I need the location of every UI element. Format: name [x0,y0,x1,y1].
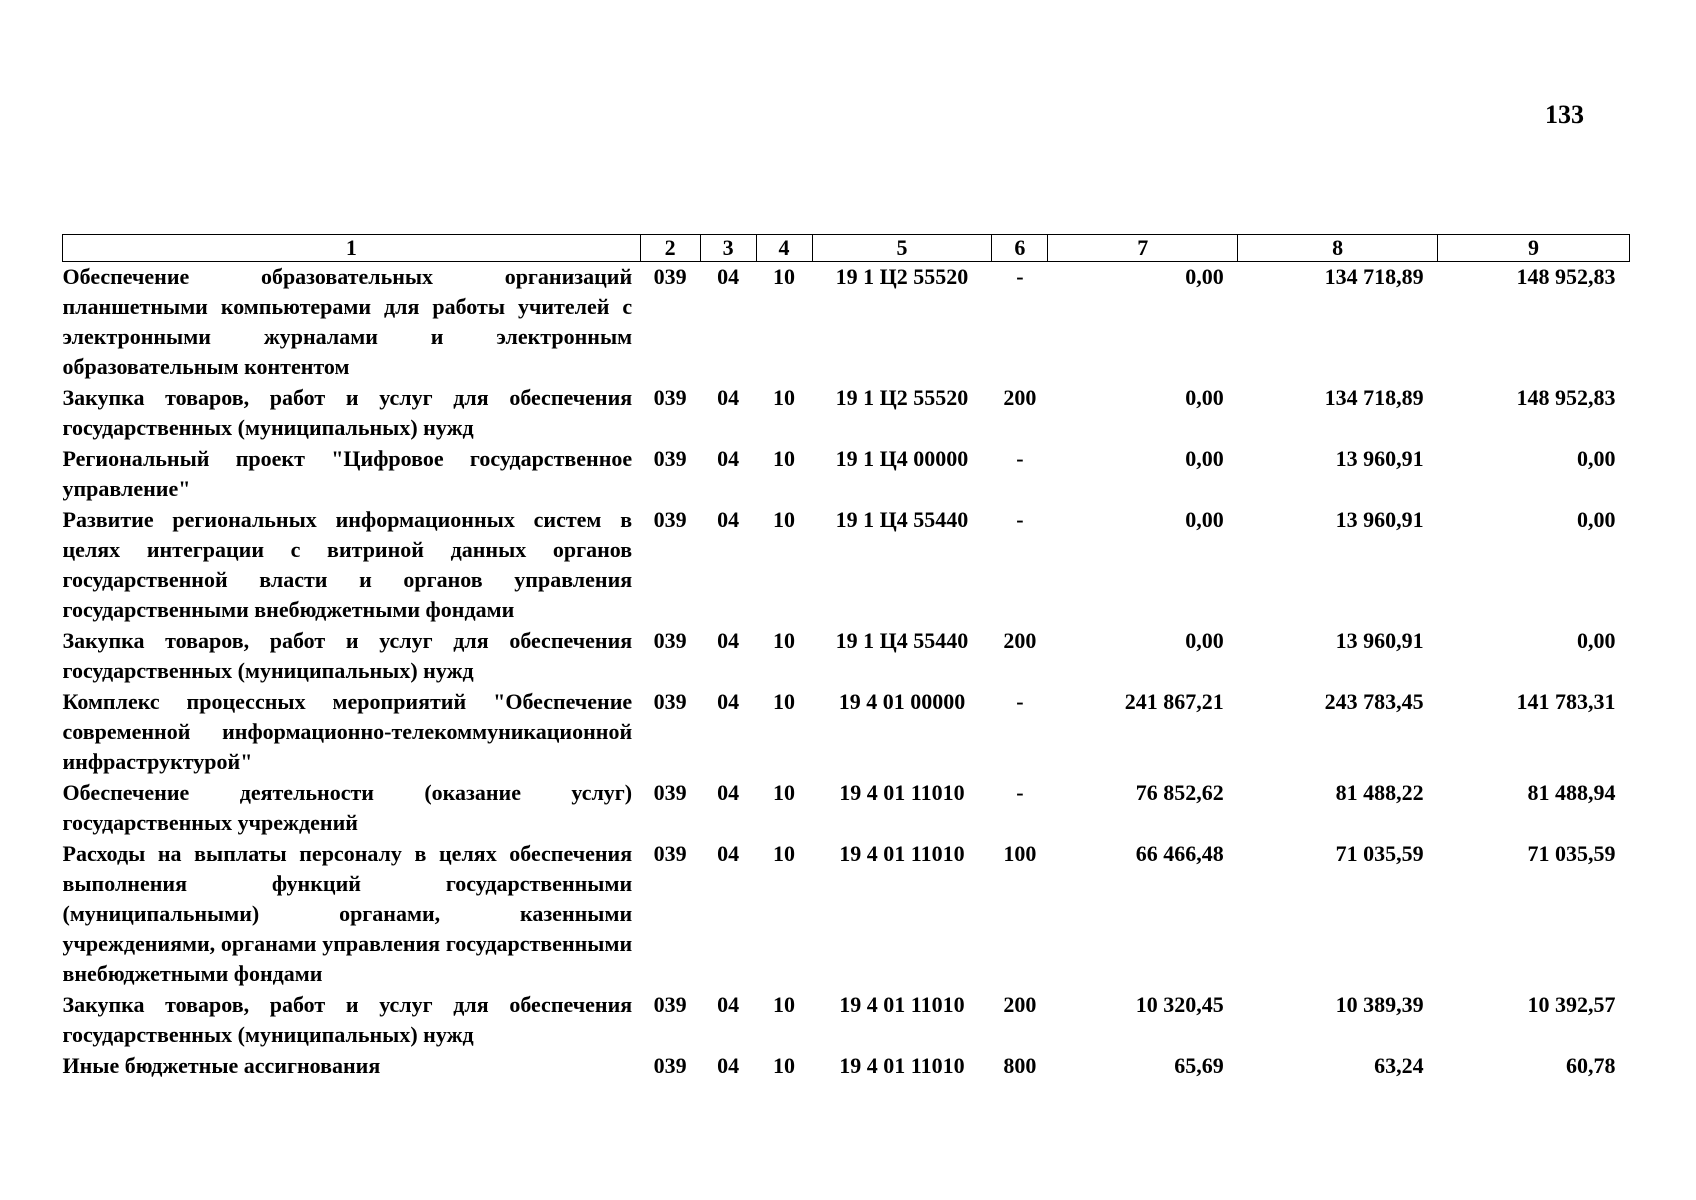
row-subsection: 10 [773,507,796,532]
row-value-col8: 134 718,89 [1324,264,1424,289]
row-value-col7: 0,00 [1185,264,1224,289]
row-target-article: 19 1 Ц4 00000 [835,446,969,471]
row-value-col8: 71 035,59 [1335,841,1424,866]
row-value-col9: 0,00 [1577,507,1616,532]
row-description: Закупка товаров, работ и услуг для обеспечения государственных (муниципальных) нужд [62,992,633,1047]
row-value-col9: 0,00 [1577,628,1616,653]
table-row [63,778,1630,839]
row-value-col8: 13 960,91 [1335,446,1424,471]
row-value-col7: 66 466,48 [1135,841,1224,866]
row-expense-type: - [1016,507,1024,532]
row-admin-code: 039 [653,1053,687,1078]
row-value-col7: 0,00 [1185,507,1224,532]
budget-table [62,234,1630,1082]
row-description: Иные бюджетные ассигнования [62,1053,381,1078]
row-subsection: 10 [773,264,796,289]
table-row [63,444,1630,505]
row-value-col7: 65,69 [1174,1053,1224,1078]
row-value-col9: 60,78 [1566,1053,1616,1078]
row-target-article: 19 1 Ц4 55440 [835,628,969,653]
row-description: Обеспечение деятельности (оказание услуг) государственных учреждений [62,780,633,835]
row-section: 04 [717,507,740,532]
row-admin-code: 039 [653,992,687,1017]
row-value-col9: 148 952,83 [1516,264,1616,289]
table-row [63,839,1630,990]
row-value-col9: 81 488,94 [1527,780,1616,805]
row-expense-type: 200 [1003,992,1037,1017]
row-description: Региональный проект "Цифровое государственное управление" [62,446,633,501]
row-subsection: 10 [773,689,796,714]
row-admin-code: 039 [653,841,687,866]
row-value-col8: 13 960,91 [1335,628,1424,653]
row-admin-code: 039 [653,689,687,714]
row-value-col9: 10 392,57 [1527,992,1616,1017]
row-expense-type: 200 [1003,385,1037,410]
row-section: 04 [717,689,740,714]
row-subsection: 10 [773,992,796,1017]
row-admin-code: 039 [653,446,687,471]
row-admin-code: 039 [653,264,687,289]
row-value-col7: 0,00 [1185,446,1224,471]
row-target-article: 19 1 Ц4 55440 [835,507,969,532]
row-value-col8: 13 960,91 [1335,507,1424,532]
row-description: Расходы на выплаты персоналу в целях обеспечения выполнения функций государственными (муниципальными) органами, казенными учреждениями, органами управления государственными внебюджетными фондами [62,841,633,986]
row-expense-type: - [1016,446,1024,471]
table-row [63,687,1630,778]
row-section: 04 [717,992,740,1017]
header-col-7: 7 [1048,235,1238,262]
row-expense-type: - [1016,780,1024,805]
table-header [63,235,1630,262]
header-col-8: 8 [1238,235,1438,262]
row-section: 04 [717,385,740,410]
row-subsection: 10 [773,841,796,866]
table-row [63,505,1630,626]
row-section: 04 [717,446,740,471]
row-value-col8: 134 718,89 [1324,385,1424,410]
row-value-col7: 10 320,45 [1135,992,1224,1017]
header-col-6: 6 [992,235,1048,262]
header-col-3: 3 [700,235,756,262]
row-target-article: 19 1 Ц2 55520 [835,264,969,289]
row-subsection: 10 [773,385,796,410]
row-value-col9: 141 783,31 [1516,689,1616,714]
header-col-2: 2 [640,235,700,262]
row-value-col8: 81 488,22 [1335,780,1424,805]
row-section: 04 [717,264,740,289]
row-expense-type: - [1016,689,1024,714]
row-value-col9: 71 035,59 [1527,841,1616,866]
table-body [63,262,1630,1083]
row-admin-code: 039 [653,780,687,805]
row-section: 04 [717,628,740,653]
table-row [63,626,1630,687]
row-description: Закупка товаров, работ и услуг для обеспечения государственных (муниципальных) нужд [62,628,633,683]
row-value-col9: 0,00 [1577,446,1616,471]
row-description: Развитие региональных информационных систем в целях интеграции с витриной данных органов государственной власти и органов управления государственными внебюджетными фондами [62,507,633,622]
row-subsection: 10 [773,780,796,805]
row-target-article: 19 1 Ц2 55520 [835,385,969,410]
row-expense-type: - [1016,264,1024,289]
row-value-col7: 76 852,62 [1135,780,1224,805]
row-value-col7: 0,00 [1185,628,1224,653]
row-value-col7: 241 867,21 [1124,689,1224,714]
header-col-5: 5 [812,235,992,262]
row-section: 04 [717,780,740,805]
table-row [63,1051,1630,1082]
table-row [63,262,1630,384]
row-value-col9: 148 952,83 [1516,385,1616,410]
row-target-article: 19 4 01 11010 [839,992,965,1017]
header-row [63,235,1630,262]
table-row [63,990,1630,1051]
header-col-4: 4 [756,235,812,262]
row-section: 04 [717,1053,740,1078]
row-description: Обеспечение образовательных организаций планшетными компьютерами для работы учителей с электронными журналами и электронным образовательным контентом [62,264,633,379]
header-col-9: 9 [1438,235,1630,262]
row-value-col8: 243 783,45 [1324,689,1424,714]
budget-table-container [62,234,1630,1082]
row-admin-code: 039 [653,628,687,653]
row-admin-code: 039 [653,385,687,410]
row-expense-type: 100 [1003,841,1037,866]
table-row [63,383,1630,444]
row-subsection: 10 [773,628,796,653]
row-description: Комплекс процессных мероприятий "Обеспечение современной информационно-телекоммуникационной инфраструктурой" [62,689,633,774]
header-col-1: 1 [63,235,641,262]
row-value-col8: 63,24 [1374,1053,1424,1078]
row-target-article: 19 4 01 11010 [839,780,965,805]
row-subsection: 10 [773,1053,796,1078]
row-expense-type: 200 [1003,628,1037,653]
row-value-col8: 10 389,39 [1335,992,1424,1017]
row-target-article: 19 4 01 11010 [839,1053,965,1078]
page-number: 133 [1545,100,1584,129]
row-expense-type: 800 [1003,1053,1037,1078]
row-description: Закупка товаров, работ и услуг для обеспечения государственных (муниципальных) нужд [62,385,633,440]
row-target-article: 19 4 01 00000 [838,689,966,714]
row-subsection: 10 [773,446,796,471]
row-value-col7: 0,00 [1185,385,1224,410]
row-section: 04 [717,841,740,866]
row-admin-code: 039 [653,507,687,532]
row-target-article: 19 4 01 11010 [839,841,965,866]
